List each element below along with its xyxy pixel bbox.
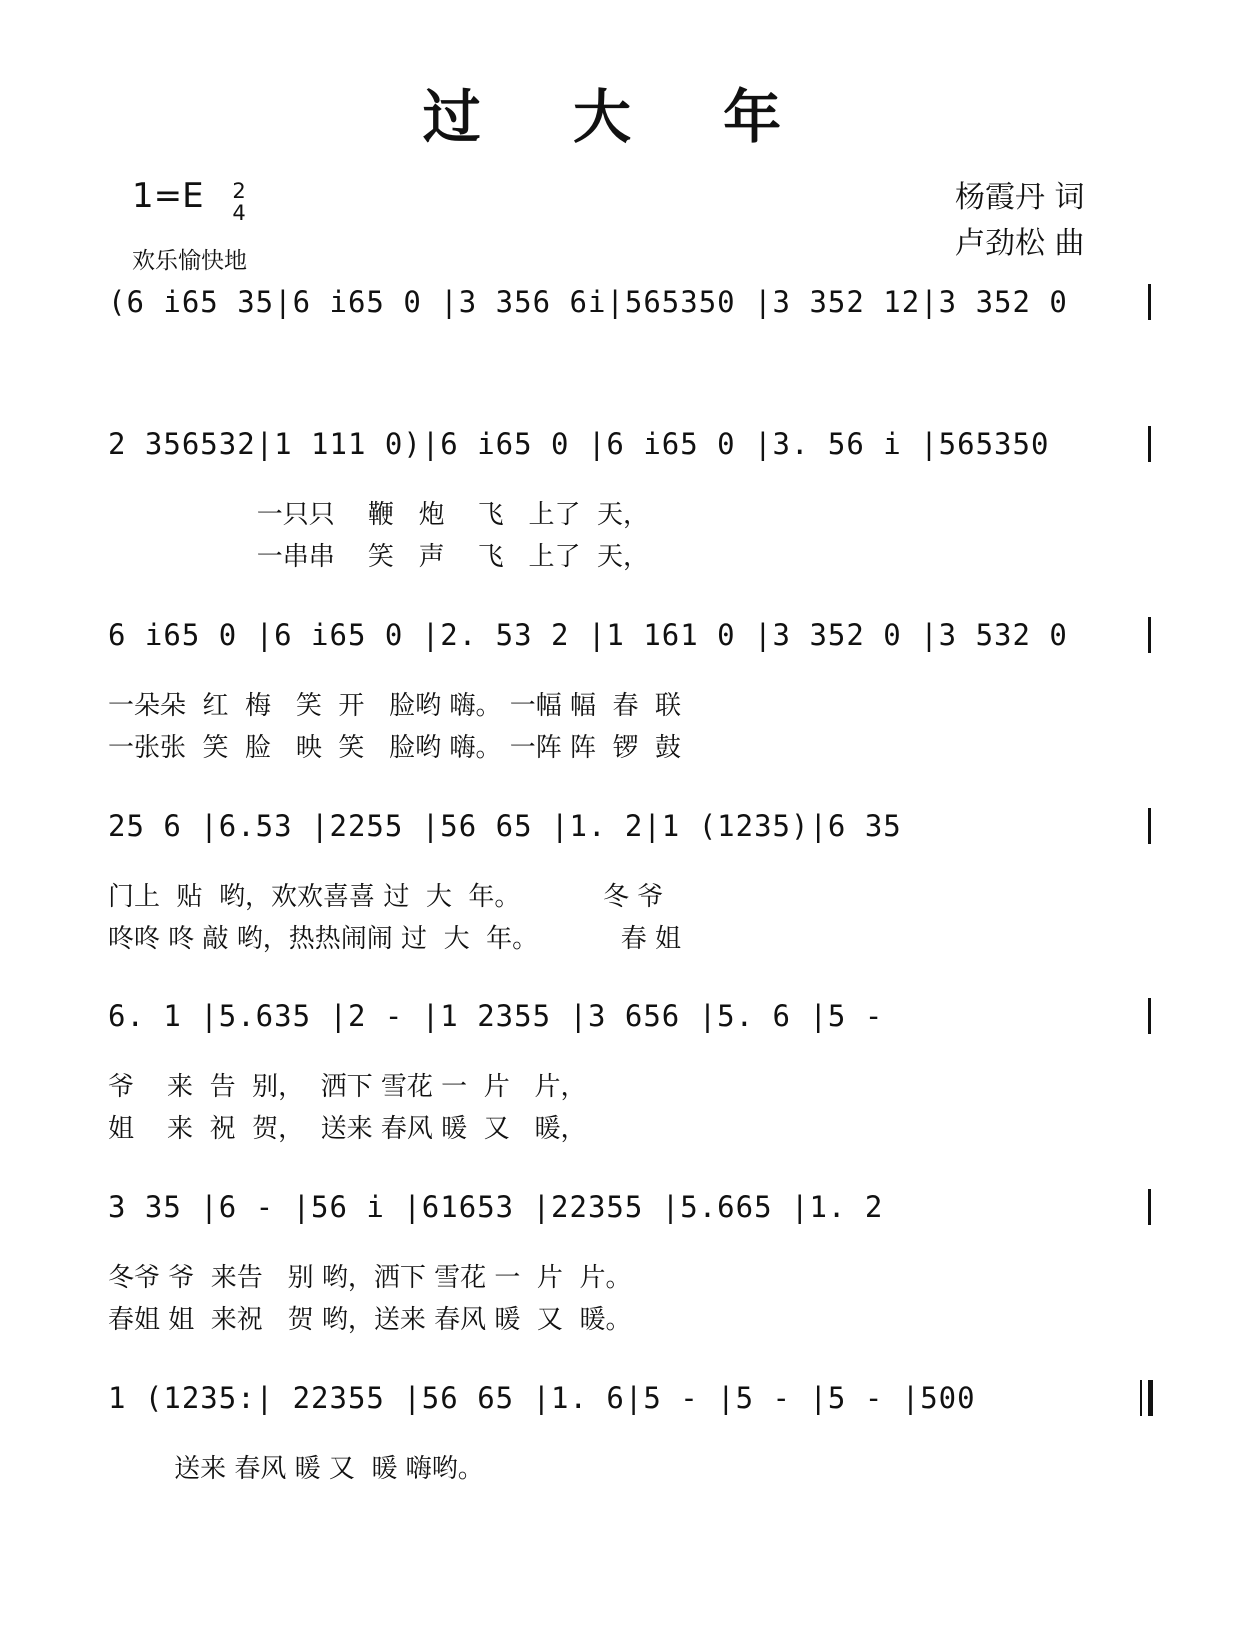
key-signature: 1=E bbox=[132, 176, 204, 216]
barline bbox=[1148, 284, 1151, 320]
notation-line: 6 i65 0 |6 i65 0 |2. 53 2 |1 161 0 |3 352 0 |3 532 0 bbox=[108, 618, 1068, 652]
music-system-1 bbox=[0, 282, 1240, 432]
lyric-verse-1: 一朵朵 红 梅 笑 开 脸哟 嗨。 一幅 幅 春 联 bbox=[108, 691, 682, 721]
music-system-3 bbox=[0, 615, 1240, 765]
lyric-verse-2: 咚咚 咚 敲 哟，热热闹闹 过 大 年。 春 姐 bbox=[108, 924, 682, 954]
final-barline bbox=[1148, 1380, 1153, 1416]
meter-bottom: 4 bbox=[232, 201, 246, 225]
barline bbox=[1148, 1189, 1151, 1225]
barline bbox=[1148, 617, 1151, 653]
notation-line: 25 6 |6.53 |2255 |56 65 |1. 2|1 (1235)|6 35 bbox=[108, 809, 902, 843]
lyricist-credit: 杨霞丹 词 bbox=[955, 180, 1085, 215]
lyric-verse-2: 春姐 姐 来祝 贺 哟，送来 春风 暖 又 暖。 bbox=[108, 1305, 632, 1335]
barline bbox=[1148, 998, 1151, 1034]
music-system-5 bbox=[0, 996, 1240, 1146]
music-system-4 bbox=[0, 806, 1240, 956]
music-system-6 bbox=[0, 1187, 1240, 1337]
lyric-verse-1: 门上 贴 哟，欢欢喜喜 过 大 年。 冬 爷 bbox=[108, 882, 664, 912]
music-system-7 bbox=[0, 1378, 1240, 1528]
song-title: 过 大 年 bbox=[422, 83, 818, 151]
lyric-verse-1: 送来 春风 暖 又 暖 嗨哟。 bbox=[108, 1454, 484, 1484]
tempo-marking: 欢乐愉快地 bbox=[132, 248, 247, 274]
meter-top: 2 bbox=[232, 179, 246, 203]
composer-credit: 卢劲松 曲 bbox=[955, 226, 1085, 261]
notation-line: 3 35 |6 - |56 i |61653 |22355 |5.665 |1. 2 bbox=[108, 1190, 884, 1224]
notation-line: (6 i65 35|6 i65 0 |3 356 6i|565350 |3 352 12|3 352 0 bbox=[108, 285, 1068, 319]
time-signature bbox=[228, 180, 250, 224]
lyric-verse-2: 一串串 笑 声 飞 上了 天， bbox=[108, 542, 649, 572]
barline bbox=[1148, 426, 1151, 462]
notation-line: 2 356532|1 111 0)|6 i65 0 |6 i65 0 |3. 56 i |565350 bbox=[108, 427, 1050, 461]
lyric-verse-2: 姐 来 祝 贺， 送来 春风 暖 又 暖， bbox=[108, 1114, 587, 1144]
lyric-verse-1: 爷 来 告 别， 洒下 雪花 一 片 片， bbox=[108, 1072, 587, 1102]
lyric-verse-1: 冬爷 爷 来告 别 哟，洒下 雪花 一 片 片。 bbox=[108, 1263, 632, 1293]
lyric-verse-2: 一张张 笑 脸 映 笑 脸哟 嗨。 一阵 阵 锣 鼓 bbox=[108, 733, 682, 763]
lyric-verse-1: 一只只 鞭 炮 飞 上了 天， bbox=[108, 500, 649, 530]
barline bbox=[1148, 808, 1151, 844]
notation-line: 1 (1235:| 22355 |56 65 |1. 6|5 - |5 - |5 - |500 bbox=[108, 1381, 976, 1415]
music-system-2 bbox=[0, 424, 1240, 574]
notation-line: 6. 1 |5.635 |2 - |1 2355 |3 656 |5. 6 |5 - bbox=[108, 999, 884, 1033]
